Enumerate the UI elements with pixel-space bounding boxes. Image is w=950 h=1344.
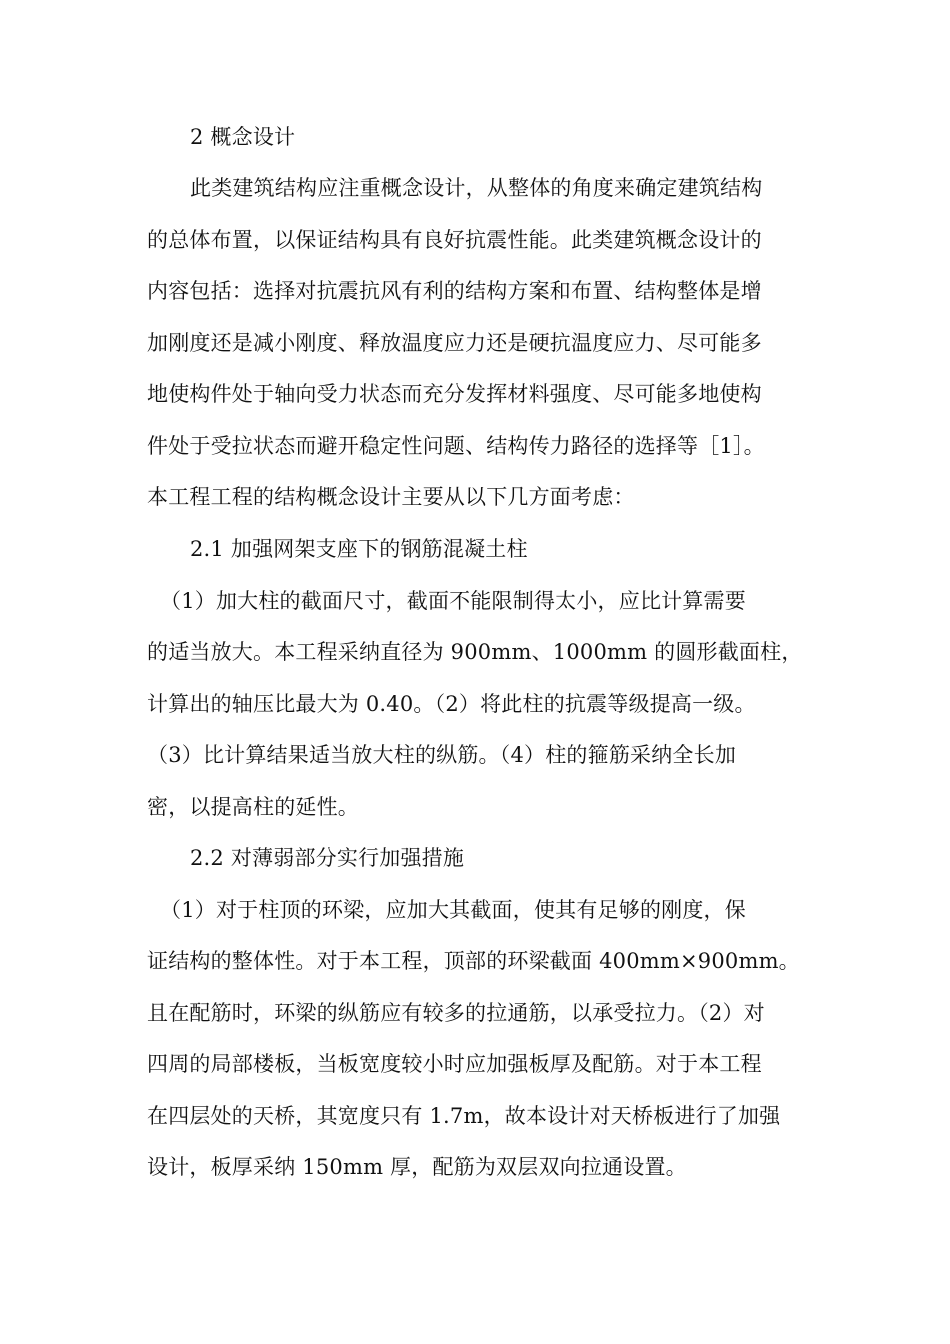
paragraph-line: 计算出的轴压比最大为 0.40。（2）将此柱的抗震等级提高一级。 [147, 692, 756, 716]
paragraph-line: 且在配筋时，环梁的纵筋应有较多的拉通筋，以承受拉力。（2）对 [147, 1001, 765, 1025]
paragraph-line: 件处于受拉状态而避开稳定性问题、结构传力路径的选择等［1］。 [147, 434, 765, 458]
paragraph-line: 加刚度还是减小刚度、释放温度应力还是硬抗温度应力、尽可能多 [147, 331, 762, 355]
paragraph-line: 的适当放大。本工程采纳直径为 900mm、1000mm 的圆形截面柱， [147, 640, 803, 664]
paragraph-line: 地使构件处于轴向受力状态而充分发挥材料强度、尽可能多地使构 [147, 382, 762, 406]
paragraph-line: 四周的局部楼板，当板宽度较小时应加强板厚及配筋。对于本工程 [147, 1052, 762, 1076]
paragraph-line: （1）加大柱的截面尺寸，截面不能限制得太小，应比计算需要 [160, 589, 746, 613]
paragraph-line: 内容包括：选择对抗震抗风有利的结构方案和布置、结构整体是增 [147, 279, 762, 303]
paragraph-line: 此类建筑结构应注重概念设计，从整体的角度来确定建筑结构 [190, 176, 763, 200]
section-heading-2: 2 概念设计 [190, 125, 296, 149]
paragraph-line: 本工程工程的结构概念设计主要从以下几方面考虑： [147, 485, 635, 509]
paragraph-line: 的总体布置，以保证结构具有良好抗震性能。此类建筑概念设计的 [147, 228, 762, 252]
paragraph-line: 密，以提高柱的延性。 [147, 795, 359, 819]
section-heading-2-1: 2.1 加强网架支座下的钢筋混凝土柱 [190, 537, 528, 561]
paragraph-line: 证结构的整体性。对于本工程，顶部的环梁截面 400mm×900mm。 [147, 949, 800, 973]
paragraph-line: 在四层处的天桥，其宽度只有 1.7m，故本设计对天桥板进行了加强 [147, 1104, 781, 1128]
paragraph-line: 设计，板厚采纳 150mm 厚，配筋为双层双向拉通设置。 [147, 1155, 687, 1179]
section-heading-2-2: 2.2 对薄弱部分实行加强措施 [190, 846, 465, 870]
paragraph-line: （1）对于柱顶的环梁，应加大其截面，使其有足够的刚度，保 [160, 898, 746, 922]
paragraph-line: （3）比计算结果适当放大柱的纵筋。（4）柱的箍筋采纳全长加 [147, 743, 737, 767]
